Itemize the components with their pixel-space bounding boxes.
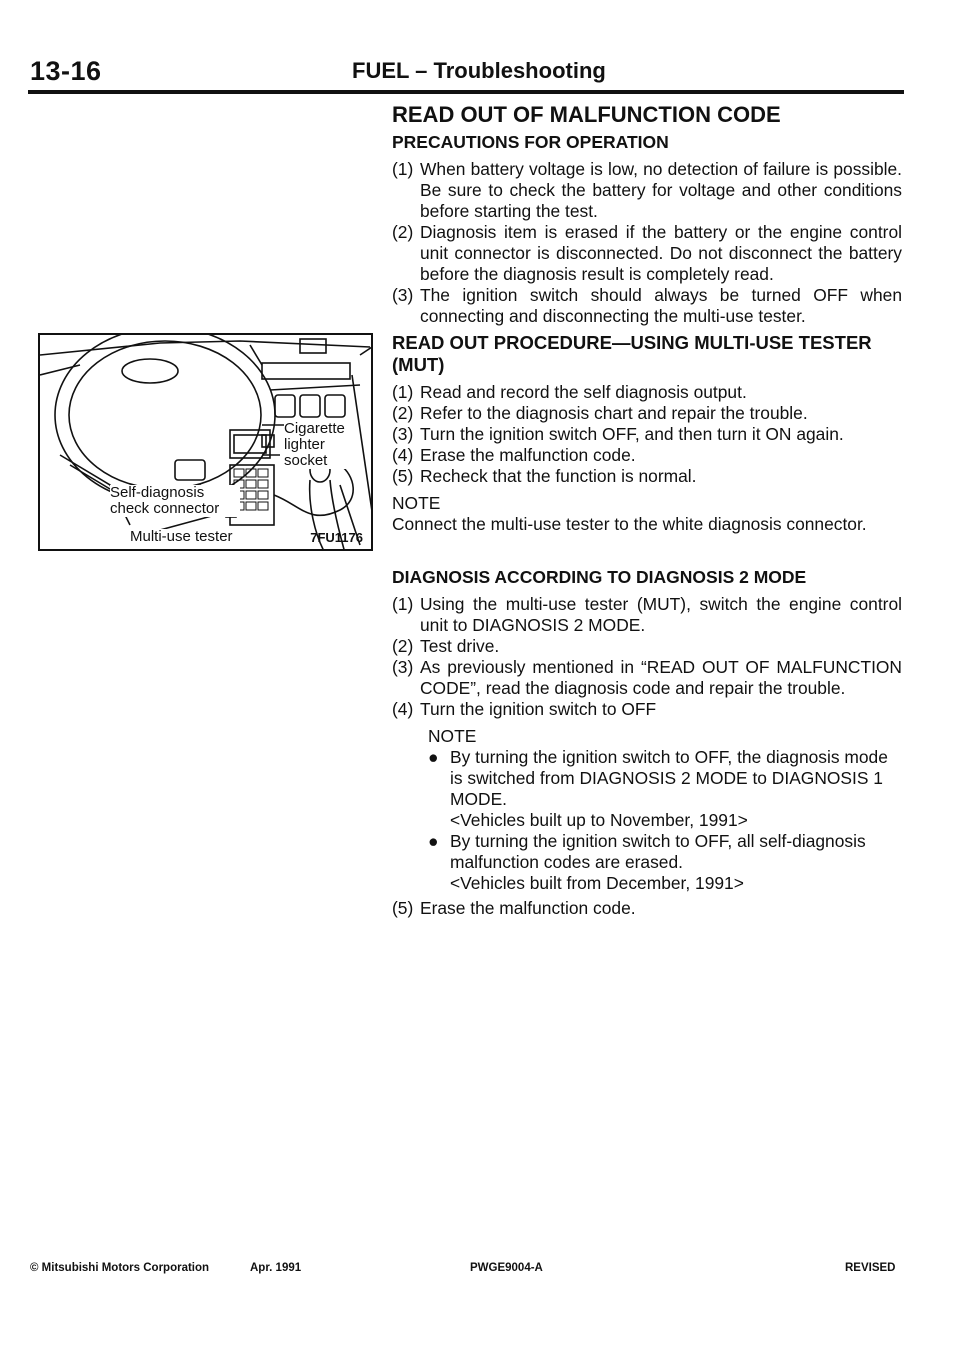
page-number: 13-16	[30, 56, 102, 86]
list-item	[392, 466, 902, 487]
section1-title: READ OUT OF MALFUNCTION CODE	[392, 102, 781, 127]
item-text: Refer to the diagnosis chart and repair the trouble.	[420, 403, 808, 423]
footer-date: Apr. 1991	[250, 1262, 302, 1274]
item-num: (1)	[392, 382, 414, 402]
header-rule	[28, 90, 904, 94]
item-text: Using the multi-use tester (MUT), switch the engine control unit to DIAGNOSIS 2 MODE.	[420, 594, 902, 635]
item-text: Recheck that the function is normal.	[420, 466, 697, 486]
item-num: (2)	[392, 636, 414, 656]
item-num: (4)	[392, 699, 414, 719]
bullet-sub: <Vehicles built up to November, 1991>	[450, 810, 748, 830]
section-diagnosis-2	[392, 567, 902, 919]
note-text: Connect the multi-use tester to the white diagnosis connector.	[392, 514, 867, 534]
note-label: NOTE	[392, 493, 441, 513]
item-text: Erase the malfunction code.	[420, 898, 636, 918]
item-num: (4)	[392, 445, 414, 465]
footer-doc-code: PWGE9004-A	[470, 1262, 543, 1274]
list-item	[392, 403, 902, 424]
section-procedure	[392, 332, 902, 535]
list-item	[392, 594, 902, 636]
item-num: (1)	[392, 594, 414, 614]
figure-code: 7FU1176	[310, 530, 363, 545]
list-item	[392, 285, 902, 327]
bullet-sub: <Vehicles built from December, 1991>	[450, 873, 744, 893]
item-num: (3)	[392, 657, 414, 677]
bullet-item	[428, 747, 902, 810]
item-num: (2)	[392, 403, 414, 423]
item-num: (2)	[392, 222, 414, 242]
bullet-item	[428, 831, 902, 873]
dashboard-illustration	[38, 333, 373, 551]
bullet-dot: ●	[428, 831, 439, 851]
item-text: Diagnosis item is erased if the battery or the engine control unit connector is disconnected. Do not disconnect the battery before the diagnosis result is completely read.	[420, 222, 902, 284]
item-num: (1)	[392, 159, 414, 179]
list-item	[392, 699, 902, 720]
list-item	[392, 382, 902, 403]
list-item	[392, 445, 902, 466]
list-item	[392, 636, 902, 657]
item-num: (5)	[392, 466, 414, 486]
list-item	[392, 222, 902, 285]
list-item	[392, 159, 902, 222]
item-num: (3)	[392, 424, 414, 444]
item-text: Turn the ignition switch to OFF	[420, 699, 657, 719]
bullet-dot: ●	[428, 747, 439, 767]
bullet-text: By turning the ignition switch to OFF, all self-diagnosis malfunction codes are erased.	[450, 831, 866, 872]
list-item	[392, 424, 902, 445]
item-text: As previously mentioned in “READ OUT OF MALFUNCTION CODE”, read the diagnosis code and repair the trouble.	[420, 657, 902, 698]
list-item	[392, 898, 902, 919]
section2-title: READ OUT PROCEDURE—USING MULTI-USE TESTER (MUT)	[392, 332, 872, 375]
cigarette-lighter-label: Cigarette lighter socket	[284, 421, 354, 469]
multi-use-tester-label: Multi-use tester	[130, 528, 233, 545]
footer-status: REVISED	[845, 1262, 896, 1274]
item-text: Test drive.	[420, 636, 500, 656]
item-text: When battery voltage is low, no detection of failure is possible. Be sure to check the battery for voltage and other conditions before starting the test.	[420, 159, 902, 221]
item-text: Read and record the self diagnosis output.	[420, 382, 747, 402]
section-title: FUEL – Troubleshooting	[352, 58, 606, 83]
item-num: (5)	[392, 898, 414, 918]
item-text: Turn the ignition switch OFF, and then turn it ON again.	[420, 424, 844, 444]
note-label: NOTE	[428, 726, 477, 746]
section1-subtitle: PRECAUTIONS FOR OPERATION	[392, 132, 669, 152]
self-diagnosis-label: Self-diagnosis check connector	[110, 485, 240, 517]
list-item	[392, 657, 902, 699]
bullet-text: By turning the ignition switch to OFF, the diagnosis mode is switched from DIAGNOSIS 2 MODE to DIAGNOSIS 1 MODE.	[450, 747, 888, 809]
item-num: (3)	[392, 285, 414, 305]
section3-title: DIAGNOSIS ACCORDING TO DIAGNOSIS 2 MODE	[392, 567, 807, 587]
item-text: The ignition switch should always be turned OFF when connecting and disconnecting the multi-use tester.	[420, 285, 902, 326]
section-read-out	[392, 102, 902, 327]
item-text: Erase the malfunction code.	[420, 445, 636, 465]
footer-copyright: © Mitsubishi Motors Corporation	[30, 1262, 210, 1274]
